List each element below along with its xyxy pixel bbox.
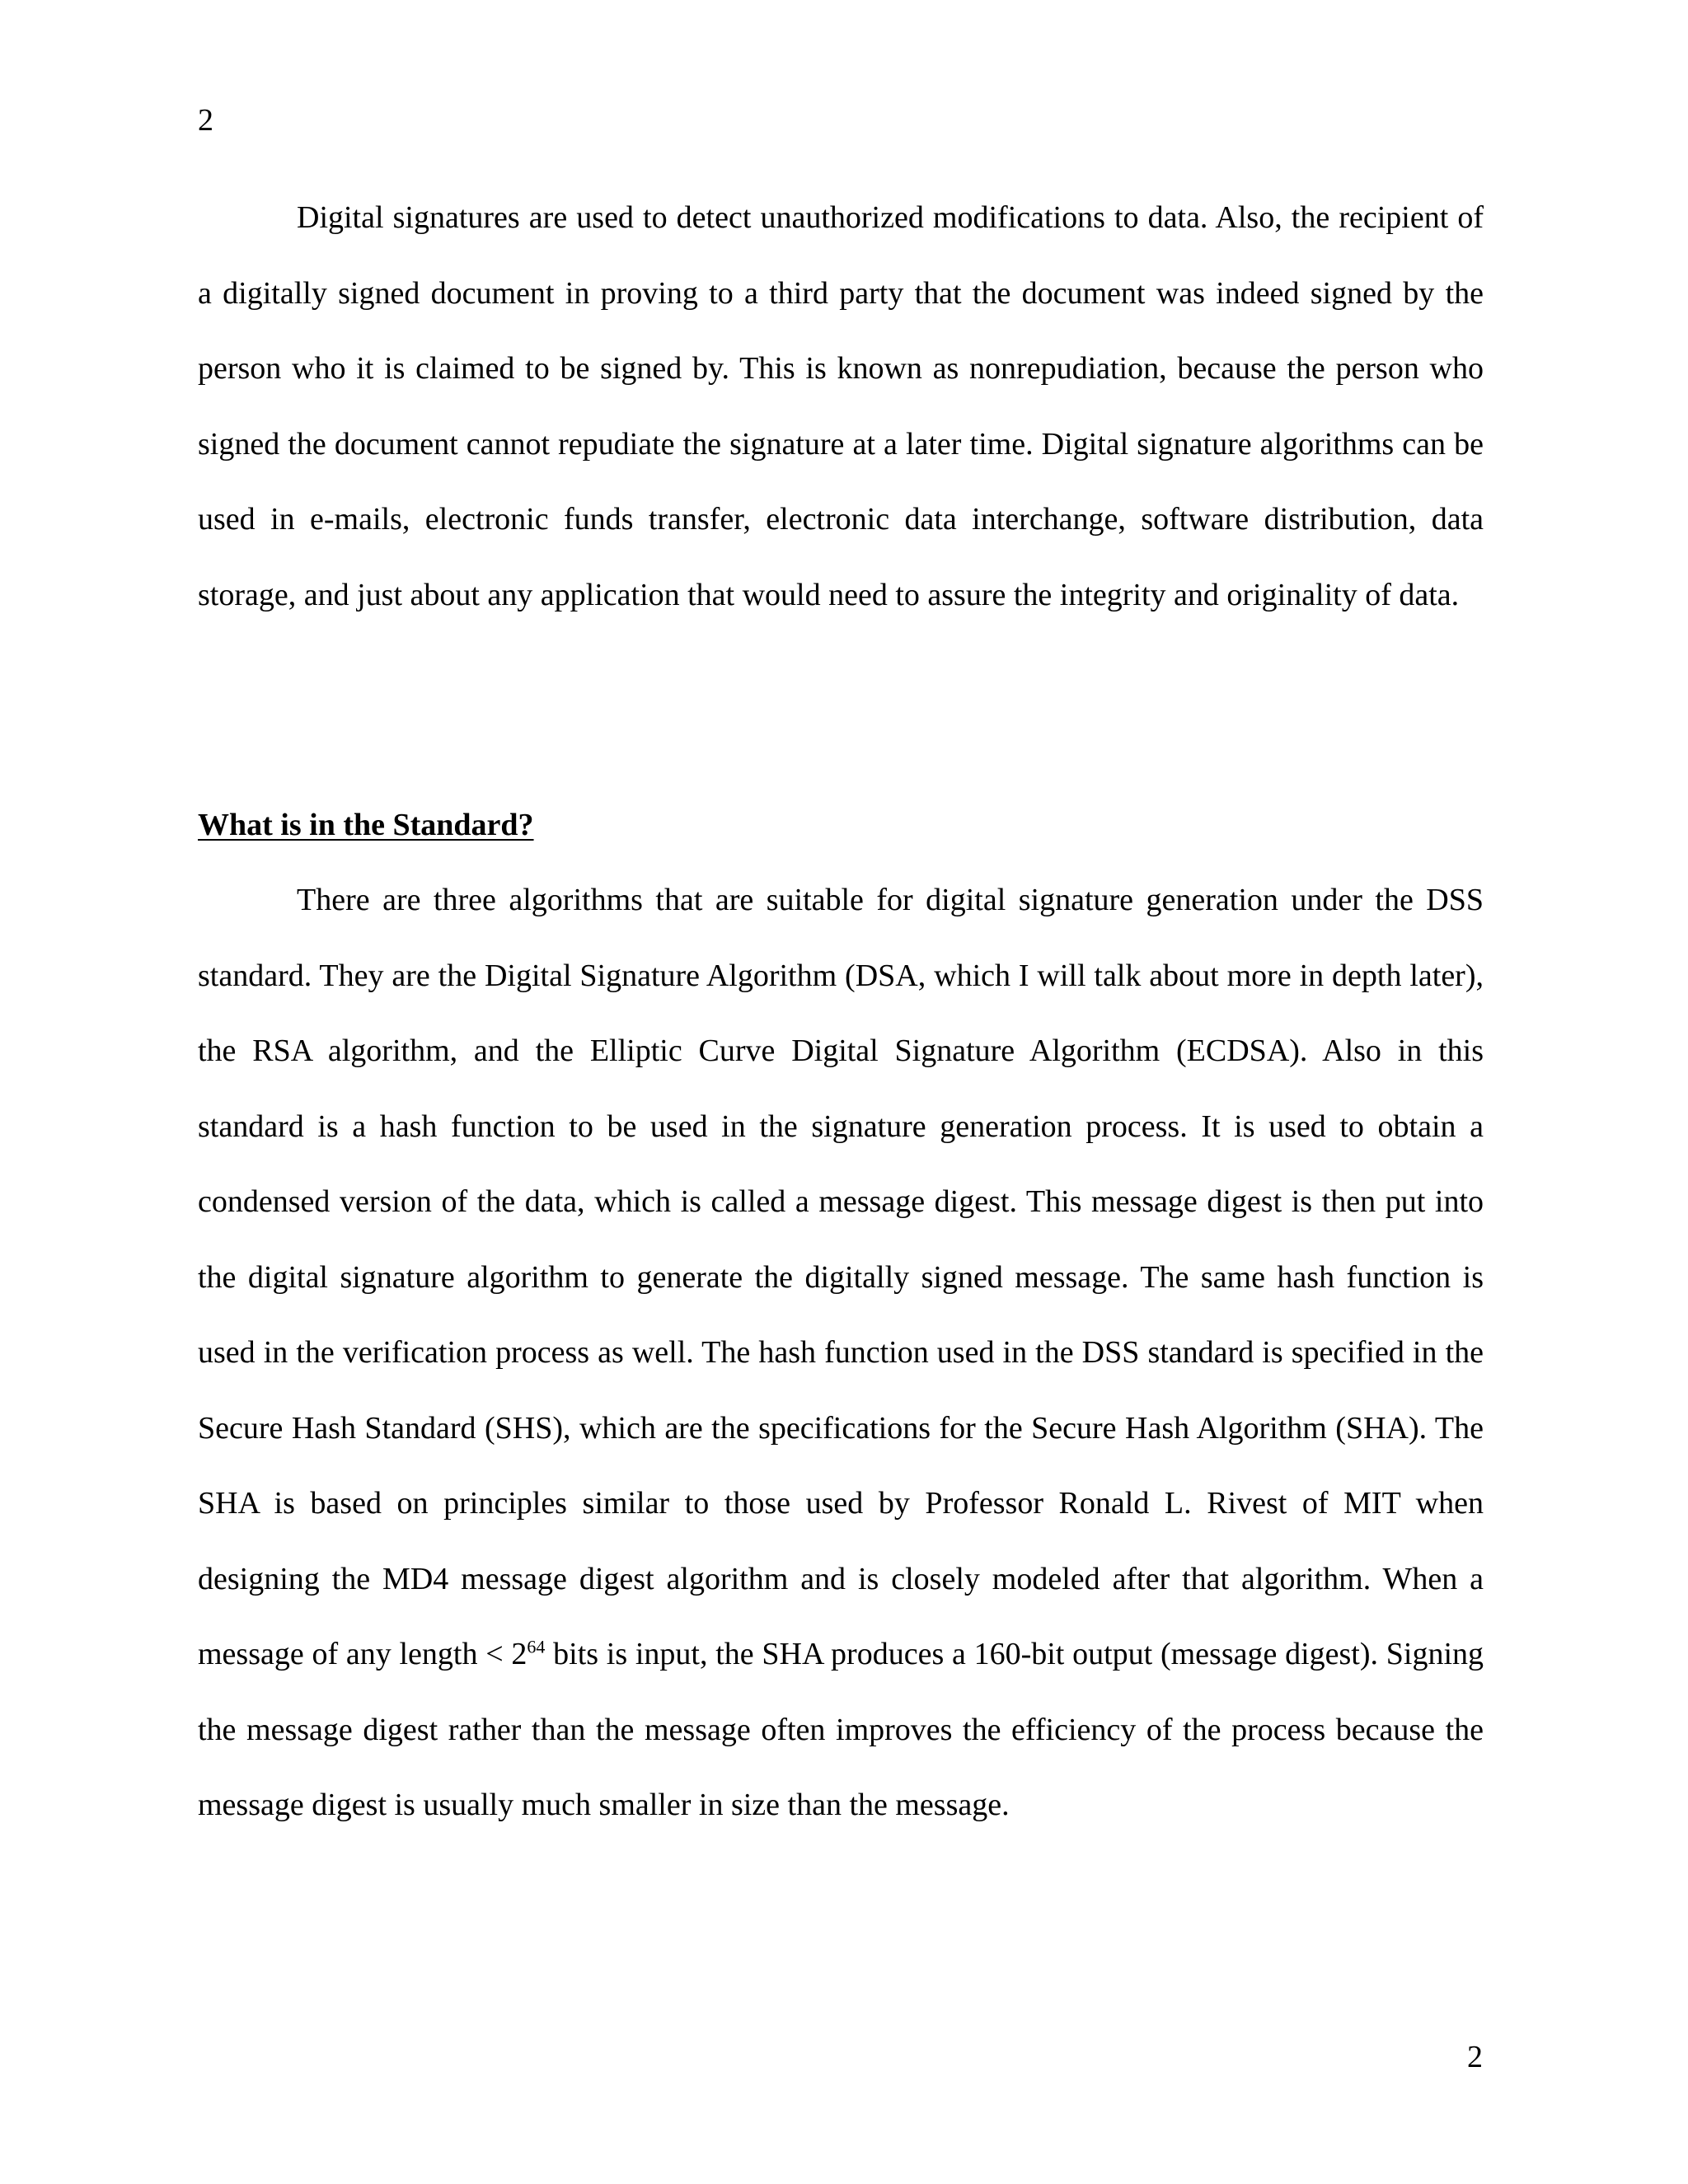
section-heading: What is in the Standard? [198,808,534,842]
paragraph-standard-text-after: bits is input, the SHA produces a 160-bit output (message digest). Signing the message digest rather than the message often improves the efficiency of the process because the message digest is usually much smaller in size than the message. [198,1637,1484,1822]
paragraph-standard [198,863,1484,1844]
paragraph-standard-text-before: There are three algorithms that are suitable for digital signature generation under the DSS standard. They are the Digital Signature Algorithm (DSA, which I will talk about more in depth later), the RSA algorithm, and the Elliptic Curve Digital Signature Algorithm (ECDSA). Also in this standard is a hash function to be used in the signature generation process. It is used to obtain a condensed version of the data, which is called a message digest. This message digest is then put into the digital signature algorithm to generate the digitally signed message. The same hash function is used in the verification process as well. The hash function used in the DSS standard is specified in the Secure Hash Standard (SHS), which are the specifications for the Secure Hash Algorithm (SHA). The SHA is based on principles similar to those used by Professor Ronald L. Rivest of MIT when designing the MD4 message digest algorithm and is closely modeled after that algorithm. When a message of any length < 2 [198,883,1484,1671]
paragraph-intro-text: Digital signatures are used to detect unauthorized modifications to data. Also, the recipient of a digitally signed document in proving to a third party that the document was indeed signed by the person who it is claimed to be signed by. This is known as nonrepudiation, because the person who signed the document cannot repudiate the signature at a later time. Digital signature algorithms can be used in e-mails, electronic funds transfer, electronic data interchange, software distribution, data storage, and just about any application that would need to assure the integrity and originality of data. [198,200,1484,612]
paragraph-intro [198,180,1484,633]
page-number-bottom: 2 [1467,2040,1483,2074]
exponent-superscript: 64 [527,1636,546,1657]
page-number-top: 2 [198,103,213,138]
